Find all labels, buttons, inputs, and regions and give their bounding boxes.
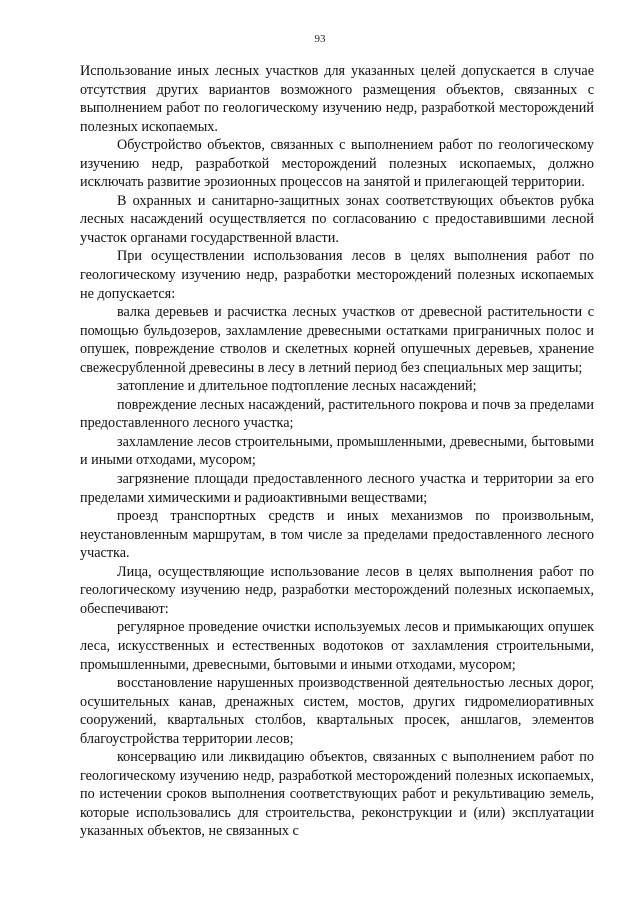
list-item: захламление лесов строительными, промышленными, древесными, бытовыми и иными отходами, мусором; — [80, 433, 594, 469]
paragraph: В охранных и санитарно-защитных зонах соответствующих объектов рубка лесных насаждений осуществляется по согласованию с предоставившими лесной участок органами государственной власти. — [80, 192, 594, 246]
paragraph: Обустройство объектов, связанных с выполнением работ по геологическому изучению недр, разработкой месторождений полезных ископаемых, должно исключать развитие эрозионных процессов на занятой и прилегающей территории. — [80, 137, 594, 191]
list-item: регулярное проведение очистки используемых лесов и примыкающих опушек леса, искусственных и естественных водотоков от захламления строительными, промышленными, древесными, бытовыми и иными отходами, мусором; — [80, 619, 594, 673]
list-item: затопление и длительное подтопление лесных насаждений; — [117, 378, 477, 395]
list-item: консервацию или ликвидацию объектов, связанных с выполнением работ по геологическому изучению недр, разработкой месторождений полезных ископаемых, по истечении сроков выполнения соответствующих работ и рекультивацию земель, которые использовались для строительства, реконструкции и (или) эксплуатации указанных объектов, не связанных с — [80, 749, 594, 840]
list-item: загрязнение площади предоставленного лесного участка и территории за его пределами химическими и радиоактивными веществами; — [80, 471, 594, 506]
page-number: 93 — [314, 33, 326, 45]
list-item: валка деревьев и расчистка лесных участков от древесной растительности с помощью бульдозеров, захламление древесными остатками приграничных полос и опушек, повреждение стволов и скелетных корней опушечных деревьев, хранение свежесрубленной древесины в лесу в летний период без специальных мер защиты; — [80, 304, 594, 376]
list-item: повреждение лесных насаждений, растительного покрова и почв за пределами предоставленного лесного участка; — [80, 396, 594, 432]
paragraph: Использование иных лесных участков для указанных целей допускается в случае отсутствия других вариантов возможного размещения объектов, связанных с выполнением работ по геологическому изучению недр, разработкой месторождений полезных ископаемых. — [80, 63, 594, 135]
paragraph: Лица, осуществляющие использование лесов в целях выполнения работ по геологическому изучению недр, разработки месторождений полезных ископаемых, обеспечивают: — [80, 563, 594, 617]
paragraph: При осуществлении использования лесов в целях выполнения работ по геологическому изучению недр, разработки месторождений полезных ископаемых не допускается: — [80, 248, 594, 302]
document-body — [80, 62, 594, 841]
list-item: проезд транспортных средств и иных механизмов по произвольным, неустановленным маршрутам, в том числе за пределами предоставленного лесного участка. — [80, 508, 594, 562]
list-item: восстановление нарушенных производственной деятельностью лесных дорог, осушительных канав, дренажных систем, мостов, других гидромелиоративных сооружений, квартальных столбов, квартальных просек, аншлагов, элементов благоустройства территории лесов; — [80, 675, 594, 747]
